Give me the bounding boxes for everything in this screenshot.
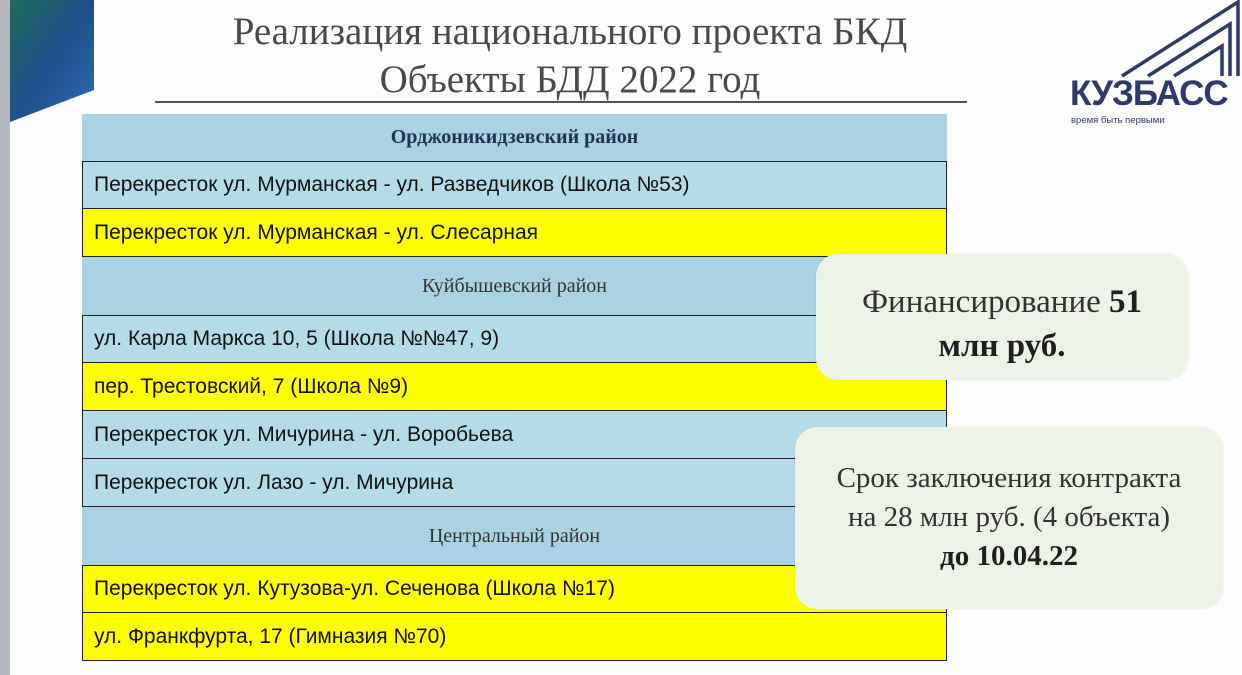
table-row: Перекресток ул. Кутузова-ул. Сеченова (Школа №17) [82,565,947,613]
funding-callout [816,254,1188,380]
left-edge-strip [0,0,10,675]
funding-unit: млн руб. [938,328,1066,364]
logo-wordmark: КУЗБАСС [1070,74,1228,113]
deadline-line-1: Срок заключения контракта [836,462,1182,494]
table-row: Перекресток ул. Мичурина - ул. Воробьева [82,411,947,459]
page-title [150,8,990,104]
corner-decoration [10,0,94,122]
district-header: Центральный район [82,507,947,565]
table-row: Перекресток ул. Мурманская - ул. Разведчиков (Школа №53) [82,161,947,209]
deadline-date: до 10.04.22 [940,540,1078,572]
contract-deadline-callout [795,427,1223,609]
logo-tagline: время быть первыми [1071,115,1165,126]
funding-label: Финансирование [861,284,1101,320]
deadline-line-2: на 28 млн руб. (4 объекта) [847,501,1171,533]
table-row: Перекресток ул. Лазо - ул. Мичурина [82,459,947,507]
funding-amount: 51 [1109,284,1143,320]
funding-line [816,280,1188,324]
title-line-2: Объекты БДД 2022 год [379,58,761,101]
table-row: ул. Карла Маркса 10, 5 (Школа №№47, 9) [82,315,947,363]
title-underline [155,101,967,103]
title-line-1: Реализация национального проекта БКД [232,10,908,53]
district-header: Куйбышевский район [82,257,947,315]
table-row: пер. Трестовский, 7 (Школа №9) [82,363,947,411]
table-row: Перекресток ул. Мурманская - ул. Слесарная [82,209,947,257]
district-header: Орджоникидзевский район [82,114,947,161]
table-row: ул. Франкфурта, 17 (Гимназия №70) [82,613,947,661]
